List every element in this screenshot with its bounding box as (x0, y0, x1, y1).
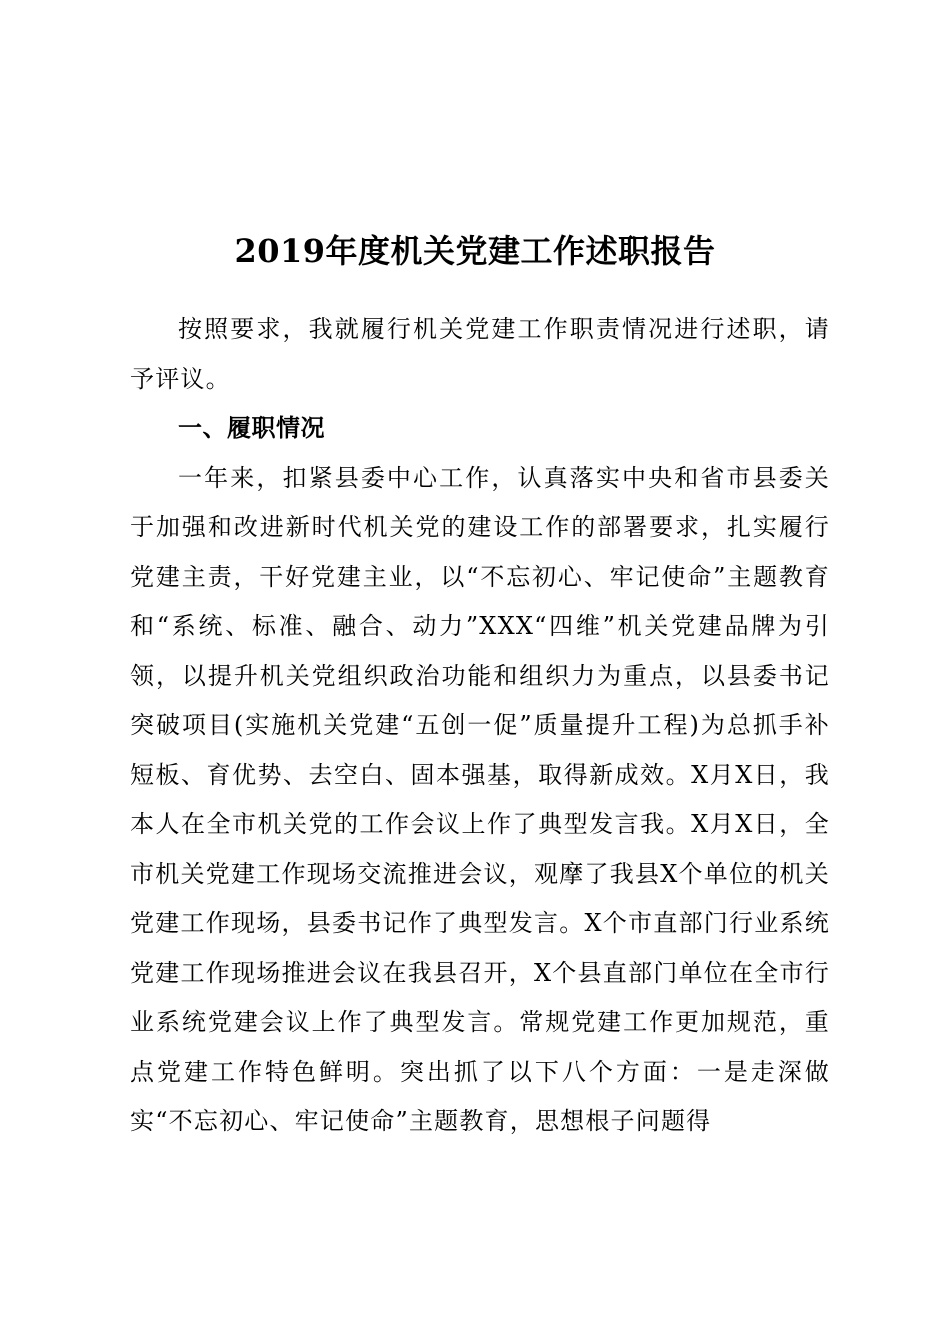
body-paragraph: 一年来，扣紧县委中心工作，认真落实中央和省市县委关于加强和改进新时代机关党的建设工作的部署要求，扎实履行党建主责，干好党建主业，以“不忘初心、牢记使命”主题教育和“系统、标准、融合、动力”XXX“四维”机关党建品牌为引领，以提升机关党组织政治功能和组织力为重点，以县委书记突破项目(实施机关党建“五创一促”质量提升工程)为总抓手补短板、育优势、去空白、固本强基，取得新成效。X月X日，我本人在全市机关党的工作会议上作了典型发言我。X月X日，全市机关党建工作现场交流推进会议，观摩了我县X个单位的机关党建工作现场，县委书记作了典型发言。X个市直部门行业系统党建工作现场推进会议在我县召开，X个县直部门单位在全市行业系统党建会议上作了典型发言。常规党建工作更加规范，重点党建工作特色鲜明。突出抓了以下八个方面：一是走深做实“不忘初心、牢记使命”主题教育，思想根子问题得 (130, 463, 830, 1135)
section-heading: 一、履职情况 (178, 414, 325, 442)
document-title: 2019年度机关党建工作述职报告 (234, 232, 716, 271)
document-body (130, 305, 830, 1147)
intro-paragraph: 按照要求，我就履行机关党建工作职责情况进行述职，请予评议。 (130, 315, 830, 393)
